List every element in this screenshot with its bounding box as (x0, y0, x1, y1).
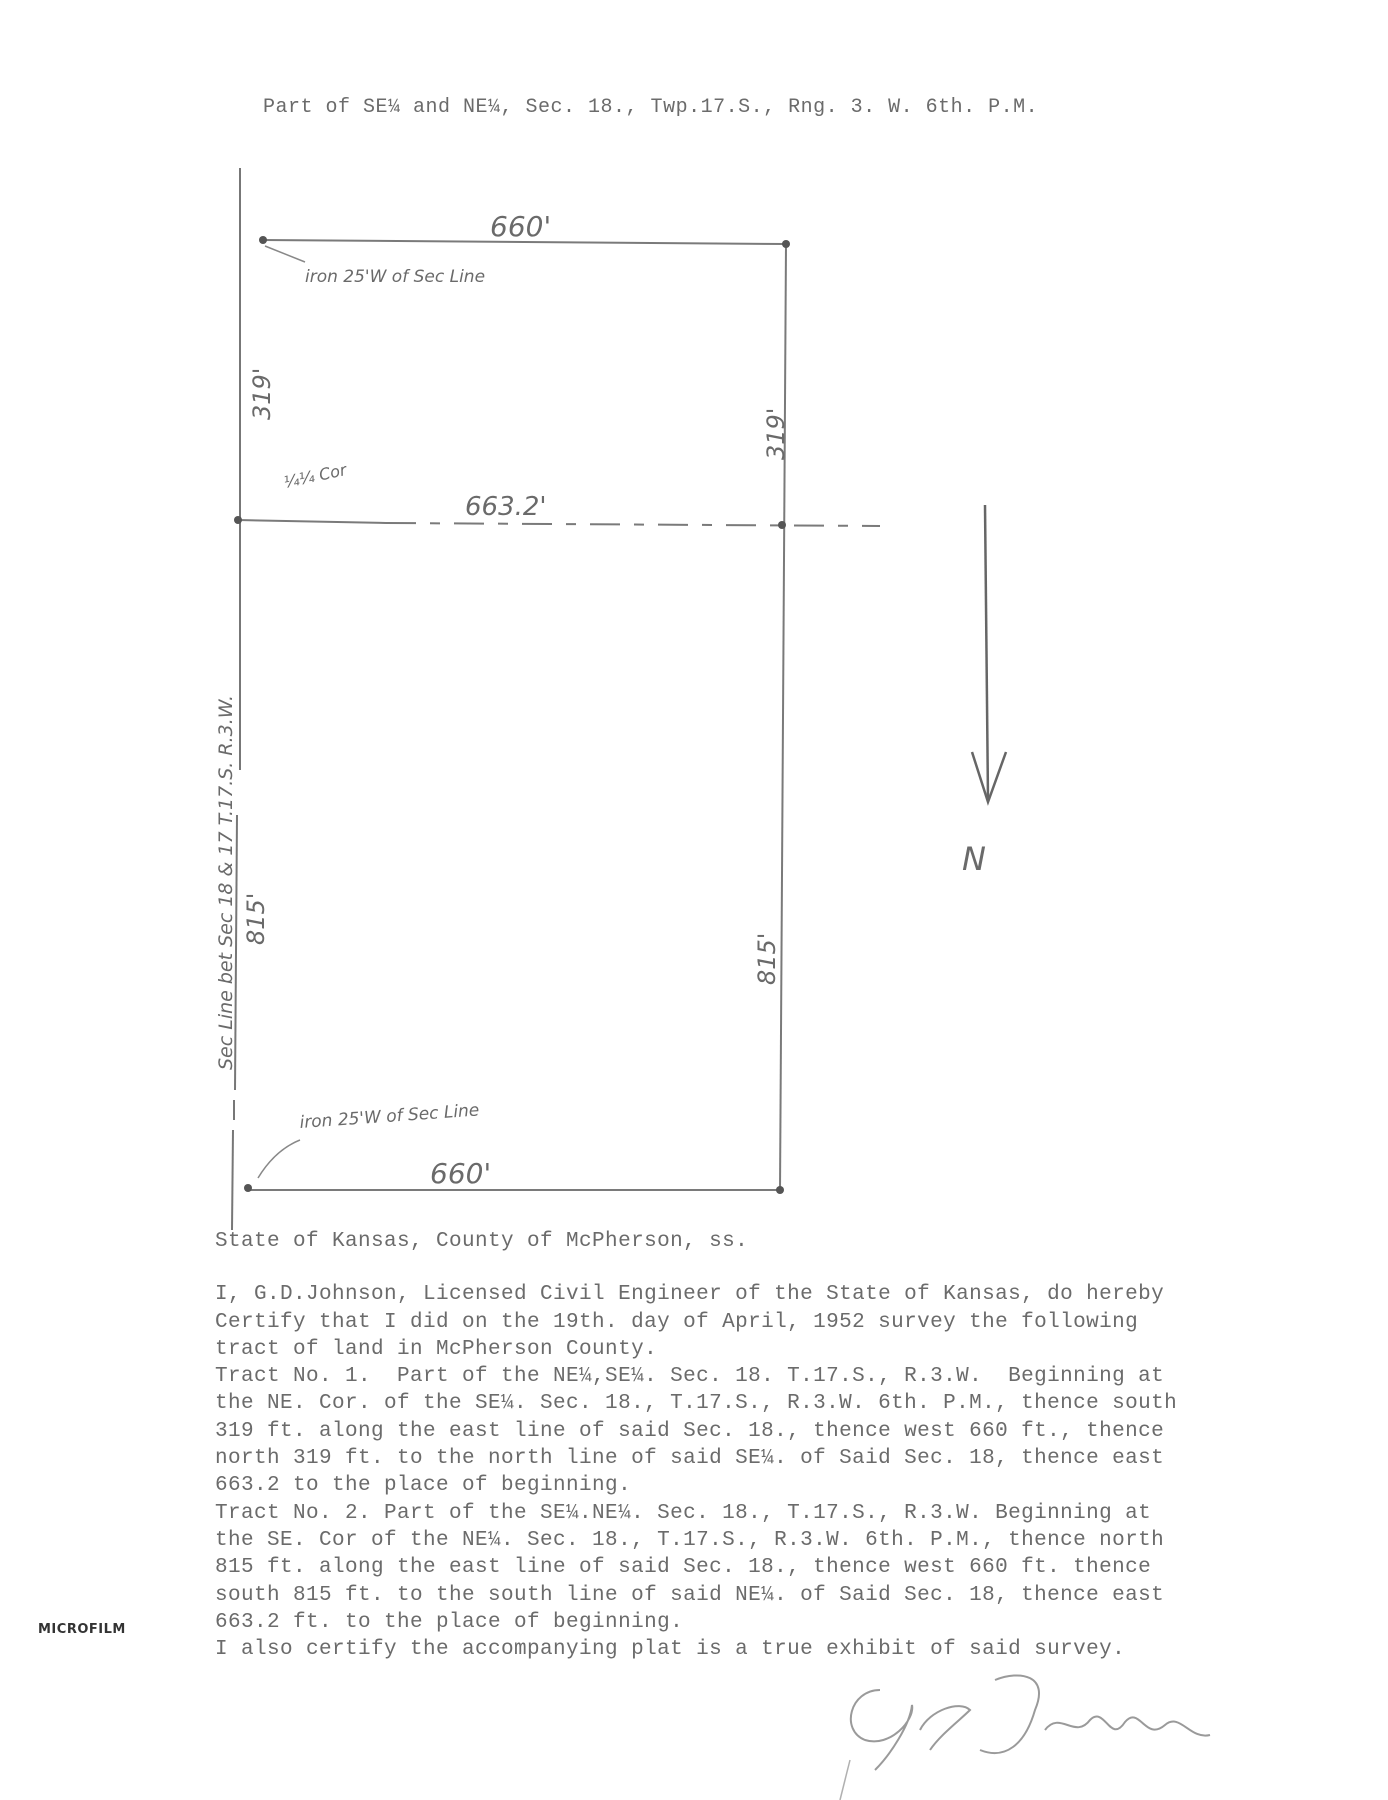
engineer-signature (820, 1650, 1240, 1800)
north-arrow-shaft (985, 505, 988, 800)
certificate-line: north 319 ft. to the north line of said SE¼. of Said Sec. 18, thence east (215, 1447, 1165, 1471)
left-upper-distance-label: 319' (248, 367, 276, 420)
section-line-note: Sec Line bet Sec 18 & 17 T.17.S. R.3.W. (215, 694, 237, 1070)
certificate-line: Tract No. 1. Part of the NE¼,SE¼. Sec. 18. T.17.S., R.3.W. Beginning at (215, 1365, 1165, 1389)
iron-marker-nw (259, 236, 267, 244)
certificate-line: 663.2 to the place of beginning. (215, 1474, 632, 1498)
iron-note-pointer-top (265, 246, 305, 262)
top-distance-label: 660' (490, 210, 552, 243)
certificate-line: I also certify the accompanying plat is a true exhibit of said survey. (215, 1638, 1126, 1662)
certificate-line: the NE. Cor. of the SE¼. Sec. 18., T.17.S., R.3.W. 6th. P.M., thence south (215, 1392, 1178, 1416)
certificate-line: 663.2 ft. to the place of beginning. (215, 1610, 684, 1634)
bottom-distance-label: 660' (430, 1157, 492, 1190)
north-label: N (962, 840, 986, 878)
quarter-corner-marker (234, 516, 242, 524)
quarter-line-dashed (386, 523, 880, 526)
iron-note-pointer-bottom (258, 1140, 300, 1178)
certificate-line: Tract No. 2. Part of the SE¼.NE¼. Sec. 18., T.17.S., R.3.W. Beginning at (215, 1501, 1152, 1525)
certificate-venue: State of Kansas, County of McPherson, ss. (215, 1230, 749, 1253)
certificate-line: 319 ft. along the east line of said Sec. 18., thence west 660 ft., thence (215, 1419, 1165, 1443)
right-upper-distance-label: 319' (762, 407, 790, 460)
certificate-line: south 815 ft. to the south line of said NE¼. of Said Sec. 18, thence east (215, 1583, 1165, 1607)
quarter-corner-note: ¼¼ Cor (281, 460, 349, 492)
mid-distance-label: 663.2' (465, 492, 547, 522)
certificate-line: Certify that I did on the 19th. day of April, 1952 survey the following (215, 1310, 1139, 1334)
certificate-line: the SE. Cor of the NE¼. Sec. 18., T.17.S., R.3.W. 6th. P.M., thence north (215, 1528, 1165, 1552)
iron-marker-sw (244, 1184, 252, 1192)
certificate-line: tract of land in McPherson County. (215, 1337, 658, 1361)
section-line-bottom (232, 1130, 233, 1230)
certificate-line: I, G.D.Johnson, Licensed Civil Engineer of the State of Kansas, do hereby (215, 1283, 1165, 1307)
corner-marker-se (776, 1186, 784, 1194)
certificate-line: 815 ft. along the east line of said Sec. 18., thence west 660 ft. thence (215, 1556, 1152, 1580)
certificate (215, 1228, 1225, 1663)
corner-marker-ne (782, 240, 790, 248)
plat-heading: Part of SE¼ and NE¼, Sec. 18., Twp.17.S., Rng. 3. W. 6th. P.M. (263, 96, 1039, 119)
microfilm-stamp: MICROFILM (38, 1622, 126, 1637)
quarter-line-solid (238, 520, 386, 523)
bottom-iron-note: iron 25'W of Sec Line (298, 1100, 480, 1133)
right-lower-distance-label: 815' (753, 932, 781, 985)
left-lower-distance-label: 815' (242, 892, 270, 945)
top-iron-note: iron 25'W of Sec Line (305, 267, 486, 287)
corner-marker-east-mid (778, 521, 786, 529)
tract-east-line (780, 244, 786, 1190)
